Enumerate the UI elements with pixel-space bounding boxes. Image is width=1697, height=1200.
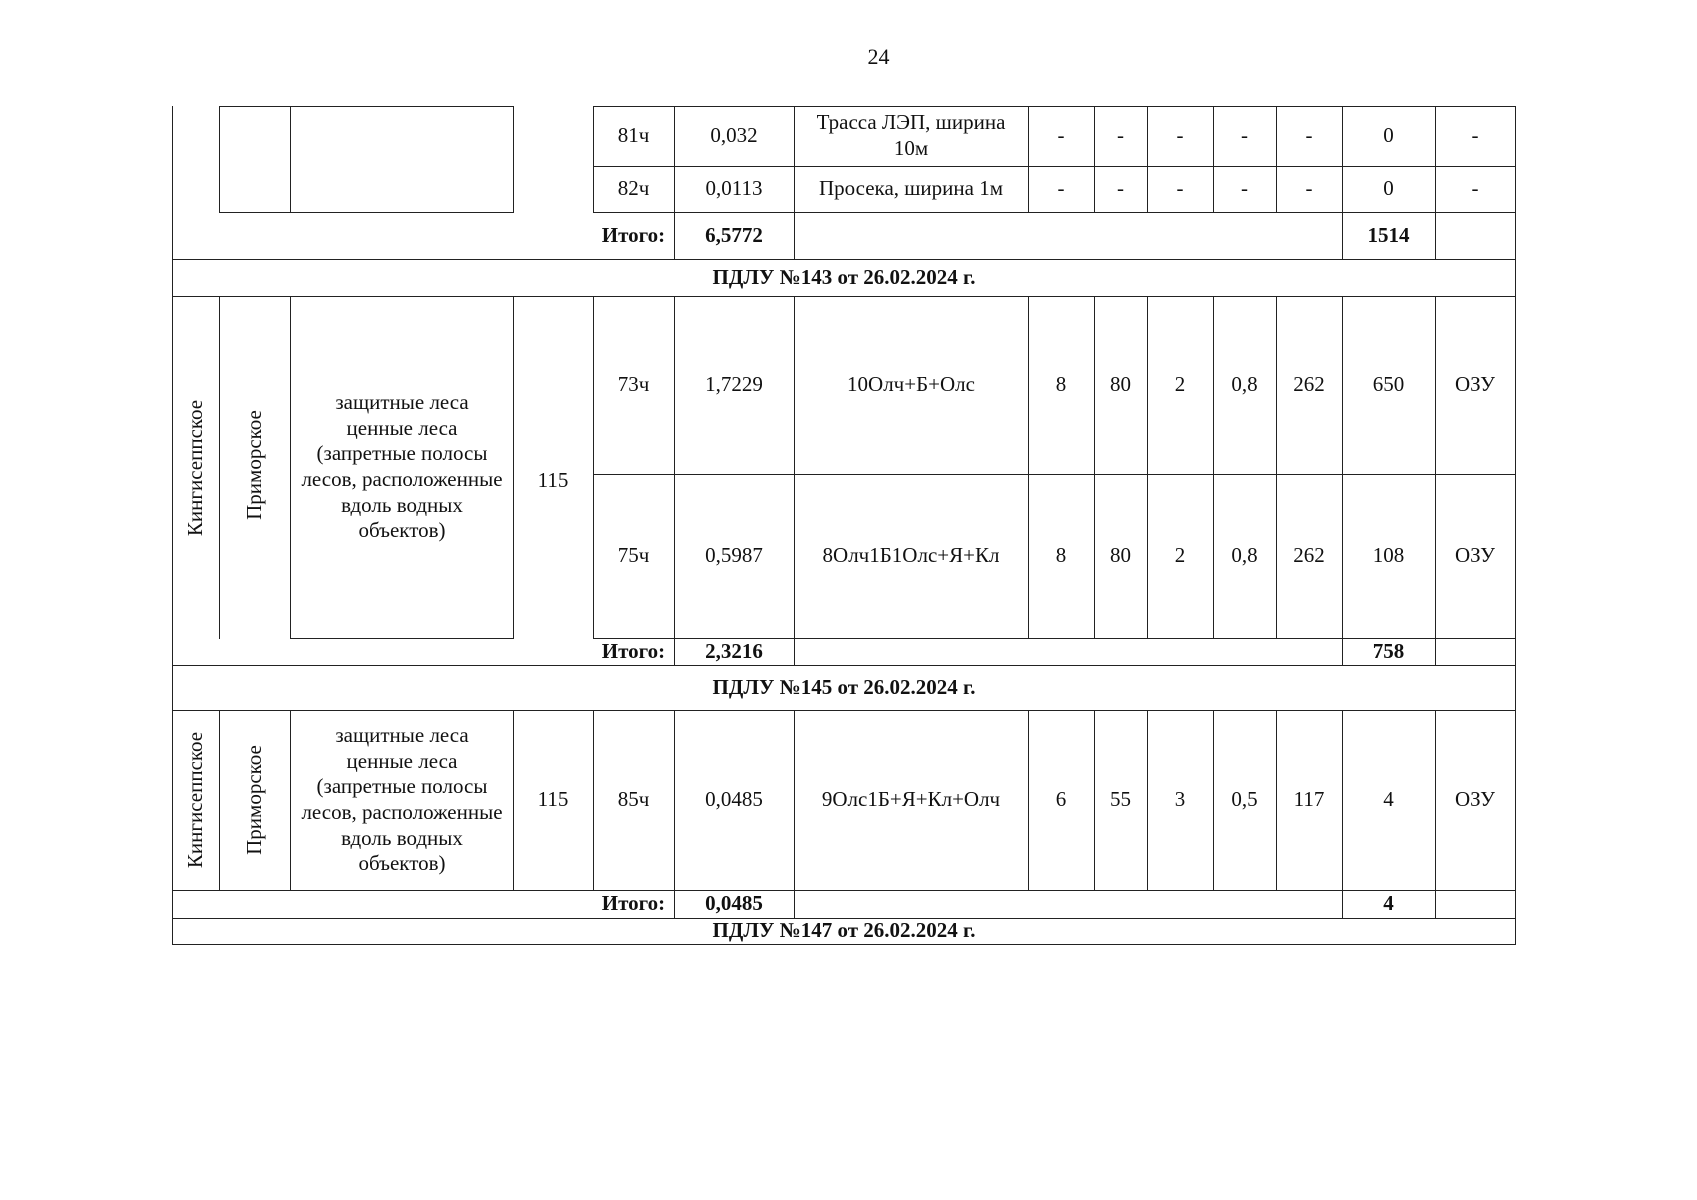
value-cell: 6 [1055,787,1067,812]
line [1515,106,1516,945]
line [290,638,514,639]
desc-cell: Просека, ширина 1м [818,176,1004,201]
line [219,296,220,639]
desc-cell: 8Олч1Б1Олс+Я+Кл [822,543,1000,568]
category-cell: защитные леса ценные леса (запретные полосы лесов, расположенные вдоль водных объектов) [301,723,503,876]
line [290,106,291,213]
total-label: Итого: [601,891,666,916]
value-cell: 262 [1293,543,1325,568]
value-cell: - [1176,123,1184,148]
plot-cell: 73ч [617,372,650,397]
desc-cell: 10Олч+Б+Олс [847,372,975,397]
value-cell: - [1305,176,1313,201]
plot-cell: 75ч [617,543,650,568]
value-cell: - [1176,176,1184,201]
quarter-cell: 115 [537,787,569,812]
volume-cell: 108 [1372,543,1405,568]
total-label: Итого: [601,638,666,663]
value-cell: 2 [1174,543,1186,568]
total-volume: 758 [1372,638,1405,663]
total-label: Итого: [601,222,666,247]
total-area: 2,3216 [705,638,763,663]
plot-cell: 81ч [617,123,650,148]
desc-cell: 9Олс1Б+Я+Кл+Олч [821,787,1001,812]
value-cell: - [1241,176,1248,201]
category-cell: защитные леса ценные леса (запретные полосы лесов, расположенные вдоль водных объектов) [301,390,503,543]
value-cell: - [1305,123,1313,148]
value-cell: 80 [1110,372,1131,397]
total-volume: 4 [1383,891,1394,916]
section-title: ПДЛУ №143 от 26.02.2024 г. [712,264,976,289]
total-area: 6,5772 [705,222,763,247]
volume-cell: 0 [1383,123,1394,148]
value-cell: 2 [1174,372,1186,397]
district-cell: Приморское [242,410,266,520]
purpose-cell: - [1471,176,1479,201]
quarter-cell: 115 [537,468,569,493]
value-cell: 3 [1174,787,1186,812]
line [513,106,514,213]
area-cell: 1,7229 [705,372,763,397]
volume-cell: 650 [1372,372,1405,397]
section-title: ПДЛУ №145 от 26.02.2024 г. [712,674,976,699]
value-cell: - [1117,176,1124,201]
line [219,710,220,891]
area-cell: 0,0485 [705,787,763,812]
page-number: 24 [867,44,890,69]
total-volume: 1514 [1367,222,1410,247]
purpose-cell: ОЗУ [1454,372,1496,397]
value-cell: 0,5 [1231,787,1258,812]
forestry-cell: Кингисеппское [183,731,207,869]
value-cell: 262 [1293,372,1325,397]
volume-cell: 0 [1383,176,1394,201]
value-cell: 8 [1055,372,1067,397]
value-cell: - [1241,123,1248,148]
section-title: ПДЛУ №147 от 26.02.2024 г. [712,918,976,943]
line [172,890,1516,891]
purpose-cell: ОЗУ [1454,787,1496,812]
plot-cell: 82ч [617,176,650,201]
area-cell: 0,032 [710,123,758,148]
plot-cell: 85ч [617,787,650,812]
line [172,106,173,945]
line [219,106,514,107]
value-cell: 0,8 [1231,543,1258,568]
value-cell: 117 [1293,787,1325,812]
value-cell: 0,8 [1231,372,1258,397]
forestry-cell: Кингисеппское [183,399,207,537]
line [219,212,514,213]
line [290,710,291,891]
value-cell: - [1117,123,1124,148]
total-area: 0,0485 [705,891,763,916]
line [219,106,220,213]
purpose-cell: - [1471,123,1479,148]
purpose-cell: ОЗУ [1454,543,1496,568]
value-cell: - [1057,176,1065,201]
district-cell: Приморское [242,745,266,855]
desc-cell: Трасса ЛЭП, ширина 10м [816,110,1006,160]
line [290,296,291,639]
area-cell: 0,5987 [705,543,763,568]
value-cell: 80 [1110,543,1131,568]
value-cell: - [1057,123,1065,148]
volume-cell: 4 [1383,787,1394,812]
value-cell: 55 [1110,787,1131,812]
area-cell: 0,0113 [705,176,763,201]
line [172,944,1516,945]
value-cell: 8 [1055,543,1067,568]
